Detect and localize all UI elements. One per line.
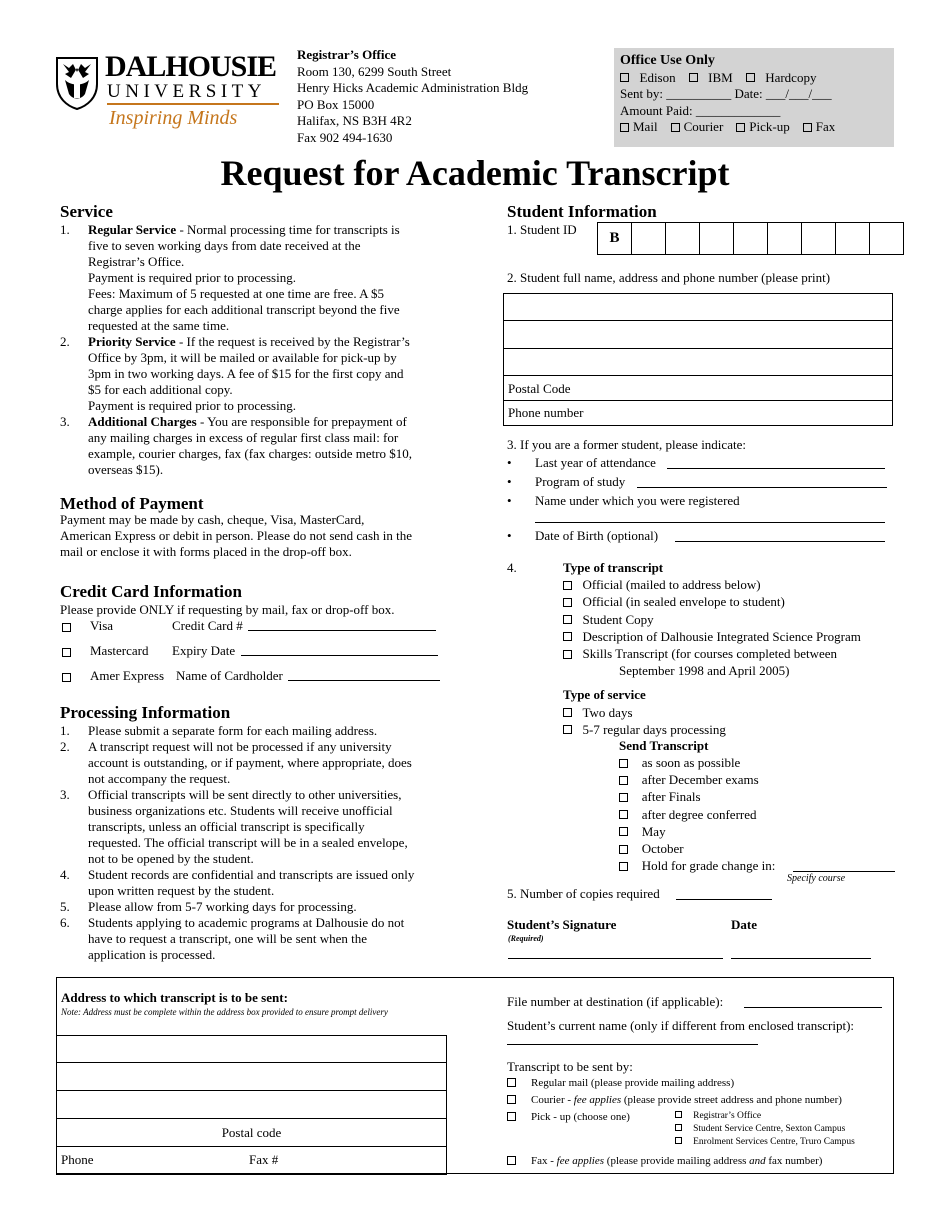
hold-course-field[interactable] xyxy=(793,859,895,872)
regular-mail-checkbox[interactable] xyxy=(507,1078,516,1087)
visa-label: Visa xyxy=(90,618,114,633)
phone-number-field[interactable] xyxy=(503,401,893,426)
logo-name: DALHOUSIE xyxy=(105,50,277,83)
courier-details: (please provide street address and phone number) xyxy=(621,1094,842,1106)
pickup-option xyxy=(675,1136,855,1149)
student-id-digit[interactable] xyxy=(734,223,768,254)
item-number: 4. xyxy=(507,560,517,575)
pickup-option-label: Enrolment Services Centre, Truro Campus xyxy=(693,1137,855,1147)
service-line: overseas $15). xyxy=(88,462,164,477)
address-line-field[interactable] xyxy=(503,321,893,349)
payment-line: American Express or debit in person. Please do not send cash in the xyxy=(60,528,412,543)
may-checkbox[interactable] xyxy=(619,827,628,836)
service-heading: Service xyxy=(60,202,113,221)
processing-line: application is processed. xyxy=(88,947,216,962)
pickup-option xyxy=(675,1123,855,1136)
asap-checkbox[interactable] xyxy=(619,759,628,768)
payment-line: mail or enclose it with forms placed in the drop-off box. xyxy=(60,544,352,559)
service-line: - If the request is received by the Registrar’s xyxy=(175,334,410,349)
courier-label: Courier - xyxy=(531,1094,574,1106)
last-year-label: Last year of attendance xyxy=(535,455,656,470)
payment-section xyxy=(60,496,450,560)
amex-label: Amer Express xyxy=(90,668,165,683)
processing-section xyxy=(60,703,450,963)
type-label: September 1998 and April 2005) xyxy=(619,663,790,679)
processing-item xyxy=(60,867,450,899)
send-postal-field[interactable] xyxy=(56,1119,447,1147)
send-transcript-heading: Send Transcript xyxy=(619,738,709,754)
student-id-digit[interactable] xyxy=(802,223,836,254)
service-line: Office by 3pm, it will be mailed or available for pick-up by xyxy=(88,350,397,365)
send-option xyxy=(619,771,907,788)
program-label: Program of study xyxy=(535,474,626,489)
credit-heading: Credit Card Information xyxy=(60,582,242,601)
service-line: requested at the same time. xyxy=(88,318,230,333)
service-item-title: Priority Service xyxy=(88,334,176,349)
last-year-field[interactable] xyxy=(667,456,885,469)
registrar-address xyxy=(297,47,528,146)
ibm-label: IBM xyxy=(708,69,733,85)
registrar-line: Halifax, NS B3H 4R2 xyxy=(297,113,412,128)
payment-line: Payment may be made by cash, cheque, Visa, MasterCard, xyxy=(60,512,365,527)
pickup-delivery-checkbox[interactable] xyxy=(507,1112,516,1121)
fax-delivery-checkbox[interactable] xyxy=(507,1156,516,1165)
student-id-digit[interactable] xyxy=(632,223,666,254)
processing-line: business organizations etc. Students will receive unofficial xyxy=(88,803,393,818)
delivery-option xyxy=(507,1092,892,1109)
service-section xyxy=(60,202,450,478)
edison-label: Edison xyxy=(639,69,676,85)
logo-university: UNIVERSITY xyxy=(107,81,266,102)
service-option-label: 5-7 regular days processing xyxy=(582,721,726,737)
send-options xyxy=(563,754,907,874)
service-line: 3pm in two working days. A fee of $15 for the first copy and xyxy=(88,366,404,381)
send-option xyxy=(619,788,907,805)
expiry-date-field[interactable] xyxy=(241,643,438,656)
service-item-title: Additional Charges xyxy=(88,414,197,429)
type-option xyxy=(563,593,907,610)
registrar-line: Henry Hicks Academic Administration Bldg xyxy=(297,80,529,95)
student-id-digit[interactable] xyxy=(700,223,734,254)
date-field[interactable] xyxy=(731,958,871,959)
processing-line: not to be opened by the student. xyxy=(88,851,254,866)
item-number: 2. xyxy=(60,739,70,754)
item-number: 3. xyxy=(60,414,70,429)
send-option-label: as soon as possible xyxy=(641,755,741,771)
address-box-note: Note: Address must be complete within the address box provided to ensure prompt delivery xyxy=(61,1007,388,1017)
delivery-option xyxy=(507,1075,892,1092)
processing-heading: Processing Information xyxy=(60,703,231,722)
credit-card-number-field[interactable] xyxy=(248,618,436,631)
office-systems xyxy=(620,70,888,87)
registered-name-label: Name under which you were registered xyxy=(535,493,740,508)
sexton-campus-checkbox[interactable] xyxy=(675,1124,682,1131)
credit-intro: Please provide ONLY if requesting by mail, fax or drop-off box. xyxy=(60,602,395,617)
pickup-label: Pick-up xyxy=(749,119,790,134)
credit-row-mastercard xyxy=(60,643,450,668)
office-use-box xyxy=(614,48,894,147)
student-id-digit[interactable] xyxy=(768,223,802,254)
type-label: Official (in sealed envelope to student) xyxy=(582,594,785,610)
send-option xyxy=(619,754,907,771)
service-line: Payment is required prior to processing. xyxy=(88,270,296,285)
transcript-type-heading: Type of transcript xyxy=(563,560,664,575)
type-label: Skills Transcript (for courses completed between xyxy=(582,646,838,662)
service-type-heading: Type of service xyxy=(563,687,646,703)
student-id-field[interactable] xyxy=(597,222,904,255)
processing-line: Please submit a separate form for each mailing address. xyxy=(88,723,378,738)
processing-line: have to request a transcript, one will be sent when the xyxy=(88,931,368,946)
former-item xyxy=(507,510,907,526)
program-field[interactable] xyxy=(637,475,887,488)
signature-label: Student’s Signature xyxy=(507,917,617,932)
send-address-line-field[interactable] xyxy=(56,1063,447,1091)
pickup-option-label: Student Service Centre, Sexton Campus xyxy=(693,1124,846,1134)
pickup-options xyxy=(675,1110,855,1149)
fax-label: Fax xyxy=(815,119,836,134)
send-option-label: after degree conferred xyxy=(641,806,757,822)
skills-transcript-checkbox[interactable] xyxy=(563,650,572,659)
visa-checkbox[interactable] xyxy=(62,623,71,632)
dob-field[interactable] xyxy=(675,529,885,542)
processing-line: not accompany the request. xyxy=(88,771,231,786)
cardholder-label: Name of Cardholder xyxy=(176,668,283,683)
sent-by-label: Transcript to be sent by: xyxy=(507,1059,633,1074)
dob-label: Date of Birth (optional) xyxy=(535,528,659,543)
edison-checkbox[interactable] xyxy=(620,73,629,82)
service-option xyxy=(563,721,907,738)
send-option xyxy=(619,857,907,874)
processing-line: upon written request by the student. xyxy=(88,883,275,898)
student-id-digit[interactable] xyxy=(666,223,700,254)
service-option xyxy=(563,704,907,721)
required-note: (Required) xyxy=(508,934,544,943)
student-address-box xyxy=(503,293,893,426)
office-use-title: Office Use Only xyxy=(620,53,715,68)
address-line-field[interactable] xyxy=(503,293,893,321)
specify-course-hint: Specify course xyxy=(787,873,846,884)
send-option-label: after December exams xyxy=(641,772,759,788)
former-item: • Program of study xyxy=(507,472,907,491)
send-address-line-field[interactable] xyxy=(56,1035,447,1063)
student-id-prefix: B xyxy=(598,223,632,254)
send-address-line-field[interactable] xyxy=(56,1091,447,1119)
processing-line: requested. The official transcript will be in a sealed envelope, xyxy=(88,835,408,850)
mail-label: Mail xyxy=(633,119,658,134)
after-degree-checkbox[interactable] xyxy=(619,810,628,819)
october-checkbox[interactable] xyxy=(619,845,628,854)
credit-section xyxy=(60,582,450,693)
hardcopy-label: Hardcopy xyxy=(765,69,817,85)
item-number: 2. xyxy=(60,334,70,349)
service-line: $5 for each additional copy. xyxy=(88,382,233,397)
item-number: 6. xyxy=(60,915,70,930)
service-line: Fees: Maximum of 5 requested at one time are free. A $5 xyxy=(88,286,385,301)
processing-line: Students applying to academic programs at Dalhousie do not xyxy=(88,915,405,930)
after-finals-checkbox[interactable] xyxy=(619,793,628,802)
send-option-label: Hold for grade change in: xyxy=(641,858,776,874)
service-line: Registrar’s Office. xyxy=(88,254,185,269)
expiry-date-label: Expiry Date xyxy=(172,643,236,658)
page-title: Request for Academic Transcript xyxy=(220,153,730,193)
student-id-label: 1. Student ID xyxy=(507,222,577,237)
credit-row-amex xyxy=(60,668,450,693)
regular-days-checkbox[interactable] xyxy=(563,725,572,734)
mastercard-checkbox[interactable] xyxy=(62,648,71,657)
fax-delivery-label: Fax - xyxy=(531,1155,557,1167)
fax-details: (please provide mailing address xyxy=(604,1155,750,1167)
former-item: • Last year of attendance xyxy=(507,453,907,472)
amex-checkbox[interactable] xyxy=(62,673,71,682)
service-item xyxy=(60,222,450,334)
processing-line: Official transcripts will be sent directly to other universities, xyxy=(88,787,402,802)
send-option-label: October xyxy=(641,841,684,857)
student-copy-checkbox[interactable] xyxy=(563,615,572,624)
send-address-box xyxy=(56,1035,447,1175)
type-option xyxy=(563,628,907,645)
current-name-field[interactable] xyxy=(507,1034,758,1045)
processing-line: Please allow from 5-7 working days for processing. xyxy=(88,899,357,914)
truro-campus-checkbox[interactable] xyxy=(675,1137,682,1144)
processing-item xyxy=(60,739,450,787)
office-methods xyxy=(620,119,888,136)
service-item xyxy=(60,334,450,414)
logo-divider xyxy=(107,103,279,105)
send-option xyxy=(619,823,907,840)
item-number: 4. xyxy=(60,867,70,882)
office-amount-paid: Amount Paid: _____________ xyxy=(620,102,781,118)
hardcopy-checkbox[interactable] xyxy=(746,73,755,82)
phone-number-label: Phone number xyxy=(508,405,584,420)
type-option xyxy=(563,611,907,628)
item-number: 1. xyxy=(60,222,70,237)
courier-fee-label: fee applies xyxy=(573,1094,622,1106)
fax-fee-label: fee applies xyxy=(556,1155,605,1167)
mail-checkbox[interactable] xyxy=(620,123,629,132)
processing-item xyxy=(60,915,450,963)
courier-label: Courier xyxy=(683,119,724,134)
file-number-row xyxy=(507,993,892,1017)
mastercard-label: Mastercard xyxy=(90,643,149,658)
regular-mail-label: Regular mail (please provide mailing address) xyxy=(531,1077,735,1089)
item-number: 3. xyxy=(60,787,70,802)
fax-checkbox[interactable] xyxy=(803,123,812,132)
courier-checkbox[interactable] xyxy=(671,123,680,132)
processing-line: transcripts, unless an official transcript is specifically xyxy=(88,819,365,834)
dalhousie-logo xyxy=(55,52,285,132)
file-number-label: File number at destination (if applicable): xyxy=(507,994,724,1009)
processing-item xyxy=(60,899,450,915)
registrar-line: Room 130, 6299 South Street xyxy=(297,63,452,79)
processing-line: A transcript request will not be processed if any university xyxy=(88,739,392,754)
processing-line: Student records are confidential and transcripts are issued only xyxy=(88,867,415,882)
processing-item xyxy=(60,787,450,867)
service-line: - You are responsible for prepayment of xyxy=(196,414,407,429)
student-id-digit[interactable] xyxy=(836,223,870,254)
service-line: charge applies for each additional transcript beyond the five xyxy=(88,302,400,317)
registrar-office-checkbox[interactable] xyxy=(675,1111,682,1118)
service-line: Payment is required prior to processing. xyxy=(88,398,296,413)
science-description-checkbox[interactable] xyxy=(563,632,572,641)
courier-delivery-checkbox[interactable] xyxy=(507,1095,516,1104)
copies-label: 5. Number of copies required xyxy=(507,886,660,901)
former-item: • Name under which you were registered xyxy=(507,493,740,508)
processing-line: account is outstanding, or if payment, where appropriate, does xyxy=(88,755,412,770)
postal-code-field[interactable] xyxy=(503,376,893,401)
payment-heading: Method of Payment xyxy=(60,494,204,513)
former-item: • Date of Birth (optional) xyxy=(507,526,907,545)
service-option-label: Two days xyxy=(582,704,633,720)
file-number-field[interactable] xyxy=(744,995,882,1008)
pickup-option xyxy=(675,1110,855,1123)
item-number: 1. xyxy=(60,723,70,738)
delivery-option xyxy=(507,1153,892,1170)
item-number: 5. xyxy=(60,899,70,914)
registrar-line: Fax 902 494-1630 xyxy=(297,129,393,145)
official-sealed-checkbox[interactable] xyxy=(563,598,572,607)
student-id-digit[interactable] xyxy=(870,223,904,254)
type-label: Student Copy xyxy=(582,611,654,627)
date-label: Date xyxy=(731,917,757,932)
dalhousie-crest-icon xyxy=(55,54,99,110)
send-option xyxy=(619,840,907,857)
send-postal-label: Postal code xyxy=(221,1125,282,1140)
pickup-label: Pick - up (choose one) xyxy=(531,1111,630,1123)
processing-item xyxy=(60,723,450,739)
credit-row-visa xyxy=(60,618,450,643)
destination-section xyxy=(507,993,892,1170)
pickup-option-label: Registrar’s Office xyxy=(693,1111,762,1121)
current-name-label: Student’s current name (only if different from enclosed transcript): xyxy=(507,1018,855,1033)
fax-details-end: fax number) xyxy=(765,1155,823,1167)
send-phone-fax-row[interactable] xyxy=(56,1147,447,1175)
logo-tagline: Inspiring Minds xyxy=(109,107,238,129)
registrar-title: Registrar’s Office xyxy=(297,47,397,62)
hold-grade-checkbox[interactable] xyxy=(619,862,628,871)
type-option xyxy=(563,576,907,593)
send-option xyxy=(619,806,907,823)
service-line: any mailing charges in excess of regular first class mail: for xyxy=(88,430,399,445)
former-student-section xyxy=(507,436,907,545)
pickup-checkbox[interactable] xyxy=(736,123,745,132)
service-line: example, courier charges, fax (fax charges: outside metro $10, xyxy=(88,446,413,461)
type-label: Description of Dalhousie Integrated Science Program xyxy=(582,628,861,644)
after-december-checkbox[interactable] xyxy=(619,776,628,785)
credit-card-number-label: Credit Card # xyxy=(172,618,243,633)
two-days-checkbox[interactable] xyxy=(563,708,572,717)
former-student-label: 3. If you are a former student, please indicate: xyxy=(507,437,746,452)
service-item-title: Regular Service xyxy=(88,222,177,237)
address-box-heading: Address to which transcript is to be sent: xyxy=(61,990,288,1005)
registered-name-field[interactable] xyxy=(535,510,885,523)
official-mailed-checkbox[interactable] xyxy=(563,581,572,590)
cardholder-field[interactable] xyxy=(288,668,440,681)
type-label: Official (mailed to address below) xyxy=(582,577,761,593)
send-fax-label: Fax # xyxy=(249,1152,279,1167)
student-name-label: 2. Student full name, address and phone number (please print) xyxy=(507,270,831,285)
postal-code-label: Postal Code xyxy=(508,381,571,396)
office-sent-by: Sent by: __________ Date: ___/___/___ xyxy=(620,86,832,101)
send-phone-label: Phone xyxy=(61,1152,94,1167)
service-line: five to seven working days from date received at the xyxy=(88,238,361,253)
signature-field[interactable] xyxy=(508,958,723,959)
service-line: - Normal processing time for transcripts is xyxy=(176,222,400,237)
copies-field[interactable] xyxy=(676,887,772,900)
ibm-checkbox[interactable] xyxy=(689,73,698,82)
fax-and: and xyxy=(749,1155,766,1167)
delivery-option xyxy=(507,1109,892,1153)
send-option-label: after Finals xyxy=(641,789,701,805)
service-item xyxy=(60,414,450,478)
student-heading: Student Information xyxy=(507,202,657,221)
send-option-label: May xyxy=(641,823,666,839)
type-option xyxy=(563,645,907,662)
registrar-line: PO Box 15000 xyxy=(297,96,375,112)
address-line-field[interactable] xyxy=(503,349,893,376)
